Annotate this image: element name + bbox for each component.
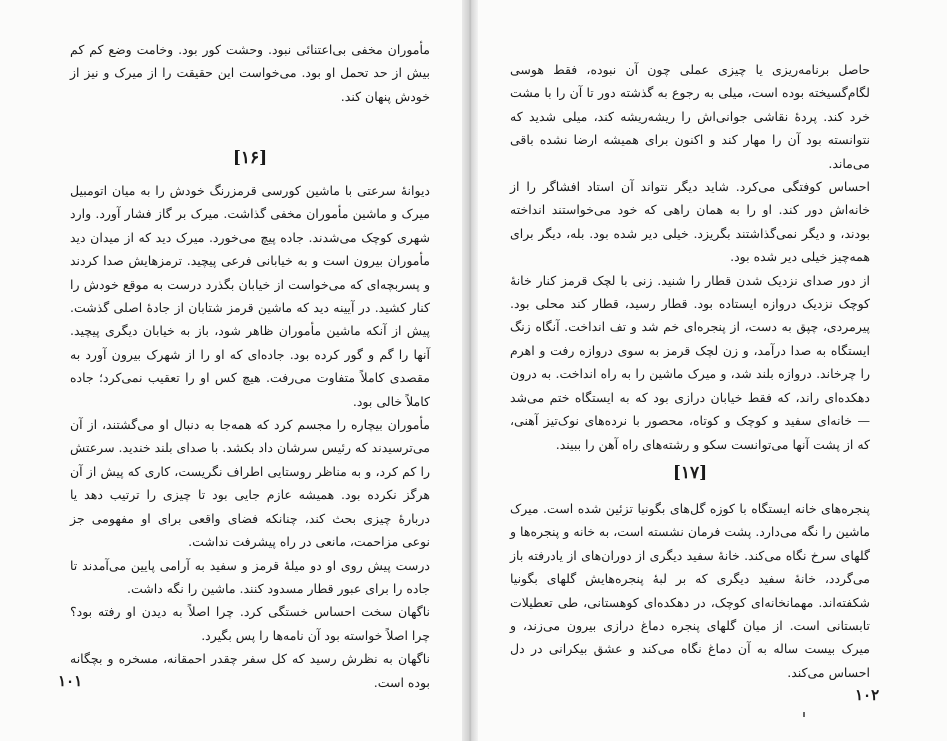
paragraph: مأموران مخفی بی‌اعتنائی نبود. وحشت کور بود. وخامت وضع کم کم بیش از حد تحمل او بود. می‌خواست این حقیقت را از میرک و نیز از خودش پنهان کند. [70, 42, 430, 104]
section-heading-17: [۱۷] [672, 463, 708, 483]
paragraph: پنجره‌های خانه ایستگاه با کوزه گل‌های بگونیا تزئین شده است. میرک ماشین را نگه می‌دارد. پشت فرمان نشسته است، به خانه و پنجره‌ها و گلهای سرخ نگاه می‌کند. خانهٔ سفید دیگری از دوران‌های از یادرفته باز می‌گردد، خانهٔ سفید دیگری که بر لبهٔ پنجره‌هایش گلهای بگونیا شکفته‌اند. مهمانخانه‌ای کوچک، در دهکده‌ای کوهستانی، طی تعطیلات تابستانی است. از میان گلهای پنجره دماغ درازی بیرون می‌زند، و میرک بیست ساله به آن دماغ نگاه می‌کند و عشق بیکرانی در دل احساس می‌کند. [510, 501, 870, 680]
right-top-text [510, 58, 870, 456]
left-body-text [70, 179, 430, 694]
paragraph: حاصل برنامه‌ریزی یا چیزی عملی چون آن نبوده، فقط هوسی لگام‌گسیخته بوده است، میلی به رجوع به گذشته دور تا آن را با مشت خرد کند. پردهٔ نقاشی جوانی‌اش را ریشه‌ریشه کند، میلی شدید که نتوانسته بود آن را مهار کند و اکنون برای همیشه ارضا نشده باقی می‌ماند. [510, 62, 870, 171]
print-mark [803, 712, 805, 717]
paragraph: ناگهان سخت احساس خستگی کرد. چرا اصلاً به دیدن او رفته بود؟ چرا اصلاً خواسته بود آن نامه‌ها را پس بگیرد. [70, 604, 430, 643]
paragraph: احساس کوفتگی می‌کرد. شاید دیگر نتواند آن استاد افشاگر را از خانه‌اش دور کند. او را به همان راهی که خود می‌خواستند انداخته بودند، و دیگر نمی‌گذاشتند بگریزد. خیلی دیر شده بود. بله، دیگر برای همه‌چیز خیلی دیر شده بود. [510, 179, 870, 265]
paragraph: دیوانهٔ سرعتی با ماشین کورسی قرمزرنگ خودش را به میان اتومبیل میرک و ماشین مأموران مخفی گذاشت. میرک بر گاز فشار آورد. وارد شهری کوچک می‌شدند. جاده پیچ می‌خورد. میرک دید که از میدان دید مأموران بیرون است و به خیابانی فرعی پیچید. ترمزهایش صدا کردند و پسربچه‌ای که می‌خواست از خیابان بگذرد درست به موقع خودش را کنار کشید. در آیینه دید که ماشین قرمز شتابان از جادهٔ اصلی گذشت. پیش از آنکه ماشین مأموران ظاهر شود، باز به خیابان دیگری پیچید. آنها را گم و گور کرده بود. جاده‌ای که او را از شهرک بیرون آورد به مقصدی کاملاً متفاوت می‌رفت. هیچ کس او را تعقیب نمی‌کرد؛ جاده کاملاً خالی بود. [70, 183, 430, 409]
left-top-text [70, 38, 430, 108]
page-number-right: ۱۰۲ [855, 686, 880, 704]
page-number-left: ۱۰۱ [58, 672, 83, 690]
paragraph: ناگهان به نظرش رسید که کل سفر چقدر احمقانه، مسخره و بچگانه بوده است. [70, 651, 430, 690]
right-body-text [510, 497, 870, 684]
section-heading-16: [۱۶] [232, 148, 268, 168]
book-gutter [462, 0, 478, 741]
paragraph: مأموران بیچاره را مجسم کرد که همه‌جا به دنبال او می‌گشتند، از آن می‌ترسیدند که رئیس سرشان داد بکشد. با صدای بلند خندید. سرعتش را کم کرد، و به مناظر روستایی اطراف نگریست، کاری که پیش از آن هرگز نکرده بود. همیشه عازم جایی بود تا چیزی را ترتیب دهد یا دربارهٔ چیزی بحث کند، چنانکه فضای واقعی برای او مفهومی جز نوعی مزاحمت، مانعی در راه پیشرفت نداشت. [70, 417, 430, 550]
paragraph: از دور صدای نزدیک شدن قطار را شنید. زنی با لچک قرمز کنار خانهٔ کوچک نزدیک دروازه ایستاده بود. قطار رسید، قطار کند محلی بود. پیرمردی، چپق به دست، از پنجره‌ای خم شد و تف انداخت. آنگاه زنگ ایستگاه به صدا درآمد، و زن لچک قرمز به سوی دروازه رفت و اهرم را چرخاند. دروازه بلند شد، و میرک ماشین را به راه انداخت. به درون دهکده‌ای راند، که فقط خیابان درازی بود که به ایستگاه ختم می‌شد — خانه‌ای سفید و کوچک و کوتاه، محصور با نرده‌های نوک‌تیز آهنی، که از پشت آنها می‌توانست سکو و رشته‌های راه آهن را ببیند. [510, 272, 870, 452]
paragraph: درست پیش روی او دو میلهٔ قرمز و سفید به آرامی پایین می‌آمدند تا جاده را برای عبور قطار مسدود کنند. ماشین را نگه داشت. [70, 557, 430, 596]
